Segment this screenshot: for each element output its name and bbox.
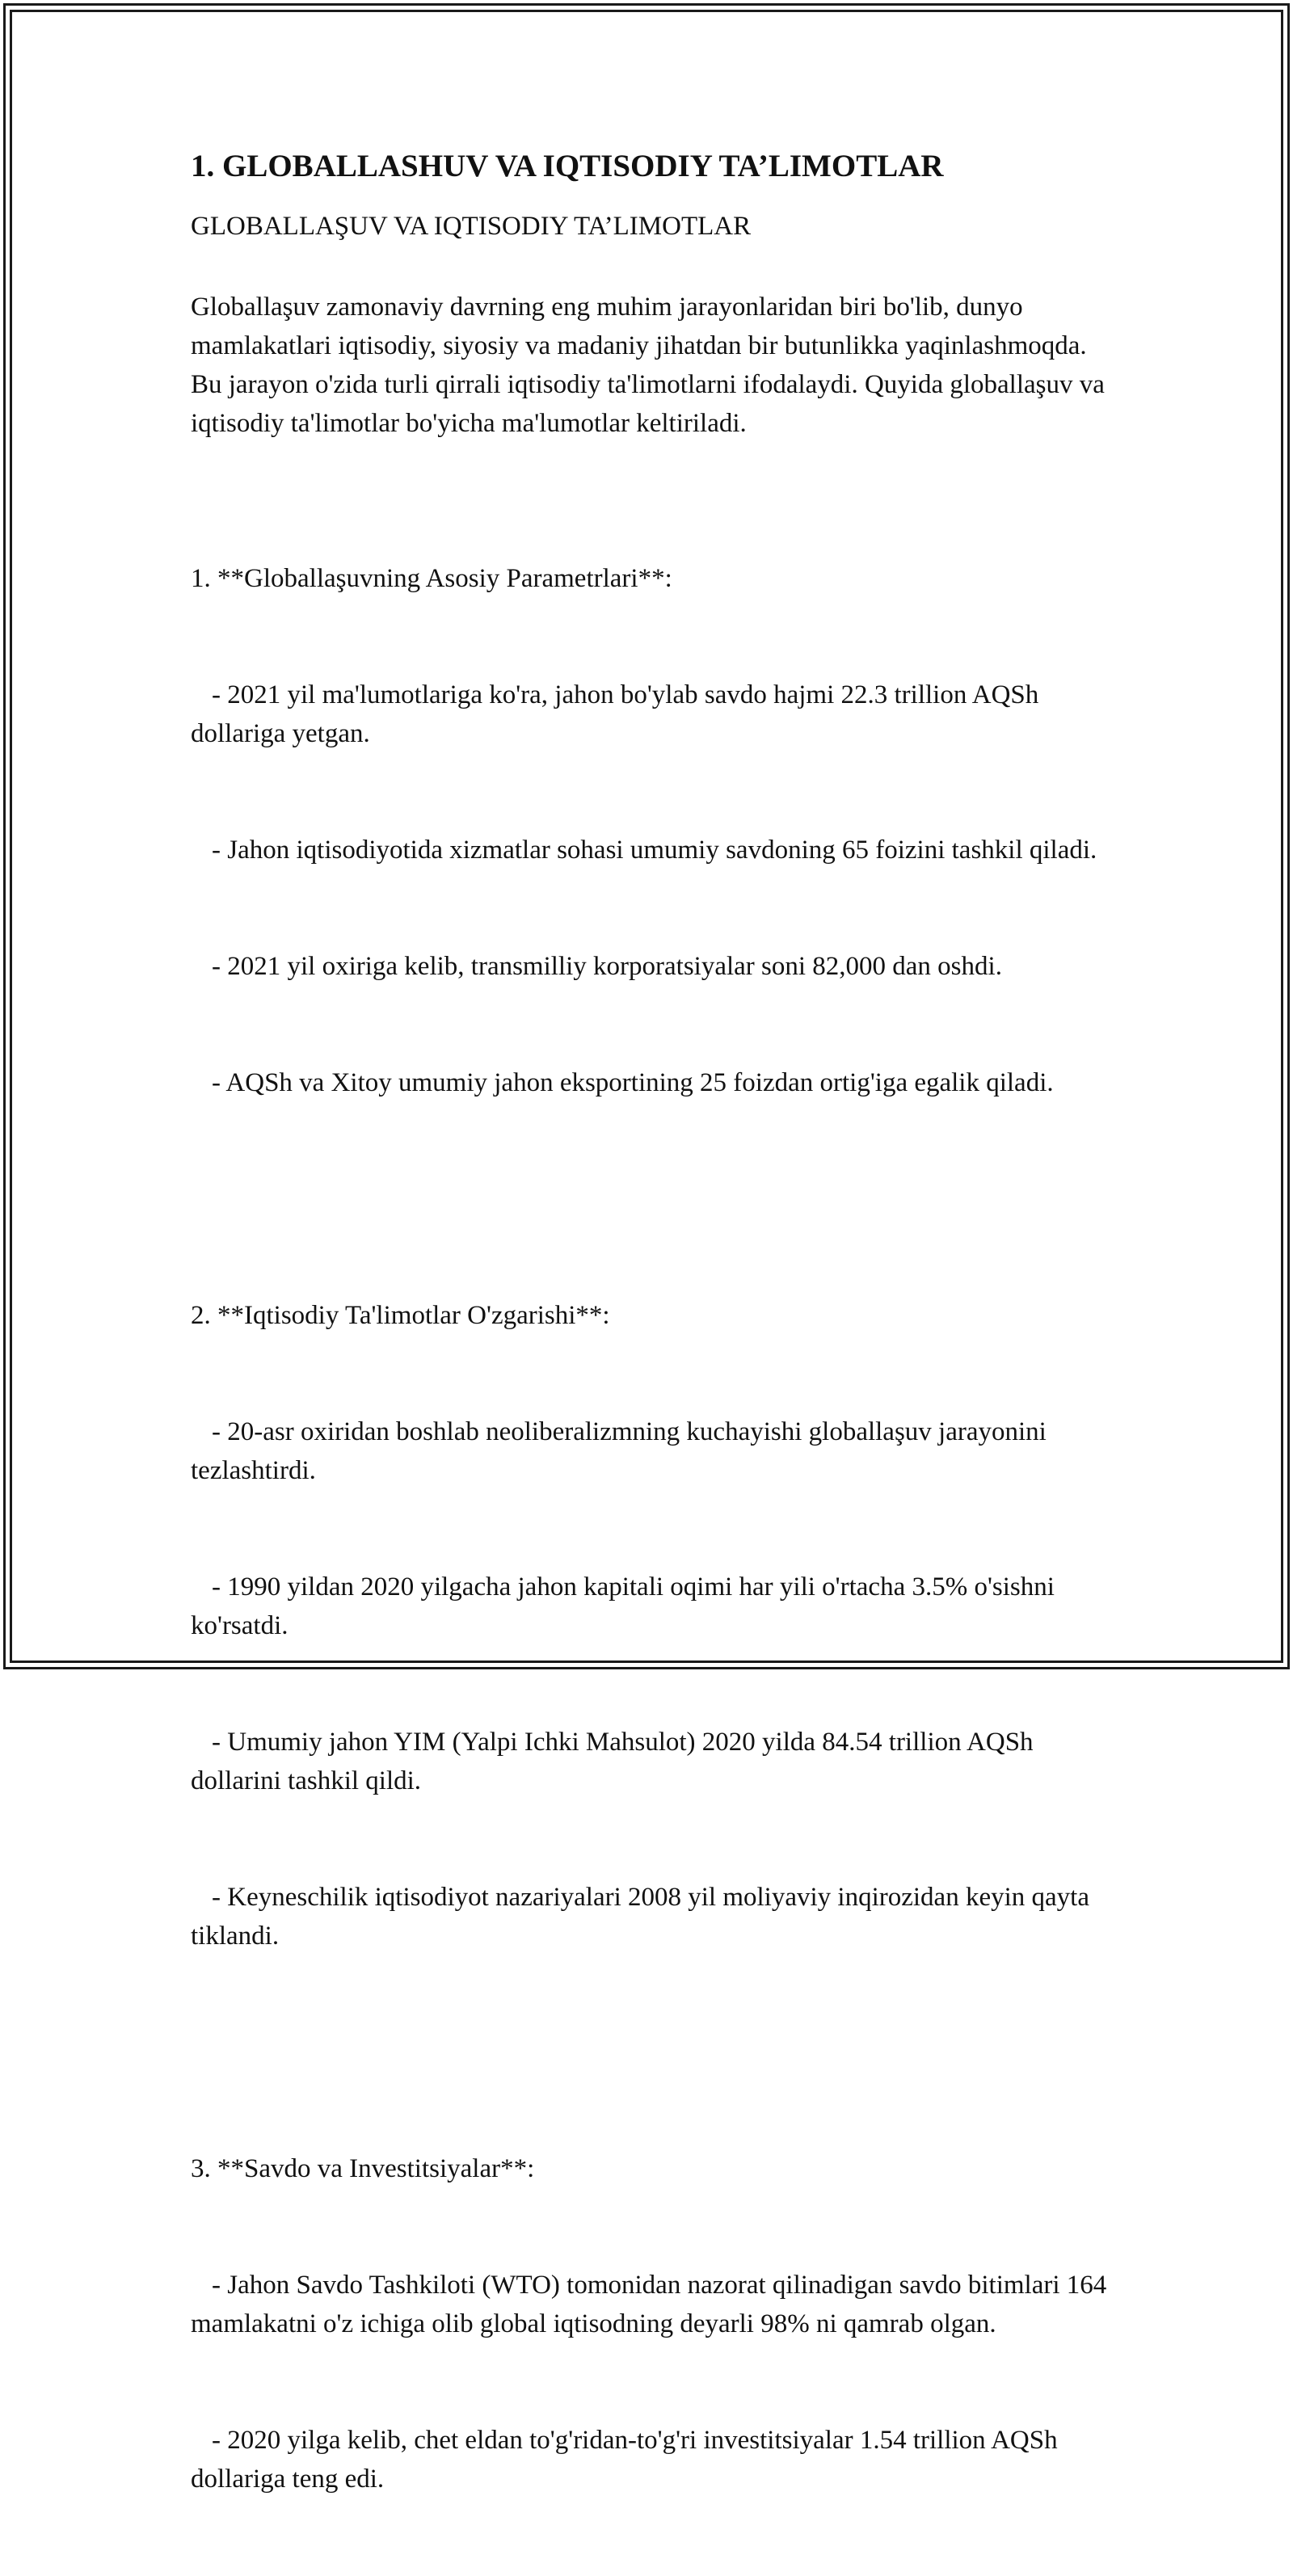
list-item-text: - Keyneschilik iqtisodiyot nazariyalari 2008 yil moliyaviy inqirozidan keyin qayta tiklandi.: [191, 1883, 1097, 1951]
list-item-text: - 20-asr oxiridan boshlab neoliberalizmning kuchayishi globallaşuv jarayonini tezlashtirdi.: [191, 1417, 1054, 1485]
list-item-text: - Jahon Savdo Tashkiloti (WTO) tomonidan nazorat qilinadigan savdo bitimlari 164 mamlakatni o'z ichiga olib global iqtisodning deyarli 98% ni qamrab olgan.: [191, 2271, 1114, 2338]
list-item: [191, 676, 1112, 753]
list-item: [191, 2266, 1112, 2343]
section-title: 3. **Savdo va Investitsiyalar**:: [191, 2154, 535, 2183]
list-item: [191, 2421, 1112, 2498]
section-3: [191, 2072, 1112, 2576]
section-title: 1. **Globallaşuvning Asosiy Parametrlari**:: [191, 564, 672, 593]
section-title: 2. **Iqtisodiy Ta'limotlar O'zgarishi**:: [191, 1301, 610, 1330]
list-item-text: - 2021 yil oxiriga kelib, transmilliy korporatsiyalar soni 82,000 dan oshdi.: [212, 952, 1002, 981]
list-item: [191, 1878, 1112, 1955]
list-item: [191, 1723, 1112, 1800]
intro-paragraph: Globallaşuv zamonaviy davrning eng muhim jarayonlaridan biri bo'lib, dunyo mamlakatlari iqtisodiy, siyosiy va madaniy jihatdan bir butunlikka yaqinlashmoqda. Bu jarayon o'zida turli qirrali iqtisodiy ta'limotlarni ifodalaydi. Quyida globallaşuv va iqtisodiy ta'limotlar bo'yicha ma'lumotlar keltiriladi.: [191, 293, 1112, 438]
list-item-text: - Jahon iqtisodiyotida xizmatlar sohasi umumiy savdoning 65 foizini tashkil qiladi.: [212, 836, 1097, 865]
list-item-text: - Umumiy jahon YIM (Yalpi Ichki Mahsulot) 2020 yilda 84.54 trillion AQSh dollarini tashkil qildi.: [191, 1728, 1040, 1795]
section-2: [191, 1219, 1112, 2033]
list-item: [191, 1063, 1112, 1102]
document-heading: 1. GLOBALLASHUV VA IQTISODIY TA’LIMOTLAR: [191, 149, 944, 183]
list-item: [191, 831, 1112, 869]
document-subheading: GLOBALLAŞUV VA IQTISODIY TA’LIMOTLAR: [191, 212, 752, 241]
list-item: [191, 1412, 1112, 1490]
list-item-text: - 2020 yilga kelib, chet eldan to'g'ridan-to'g'ri investitsiyalar 1.54 trillion AQSh dollariga teng edi.: [191, 2426, 1064, 2494]
list-item-text: - AQSh va Xitoy umumiy jahon eksportining 25 foizdan ortig'iga egalik qiladi.: [212, 1068, 1054, 1097]
list-item: [191, 1568, 1112, 1645]
list-item: [191, 947, 1112, 986]
list-item-text: - 1990 yildan 2020 yilgacha jahon kapitali oqimi har yili o'rtacha 3.5% o'sishni ko'rsatdi.: [191, 1572, 1062, 1640]
list-item-text: - 2021 yil ma'lumotlariga ko'ra, jahon bo'ylab savdo hajmi 22.3 trillion AQSh dollariga yetgan.: [191, 680, 1046, 748]
document-body: [191, 148, 1112, 2576]
section-1: [191, 482, 1112, 1180]
